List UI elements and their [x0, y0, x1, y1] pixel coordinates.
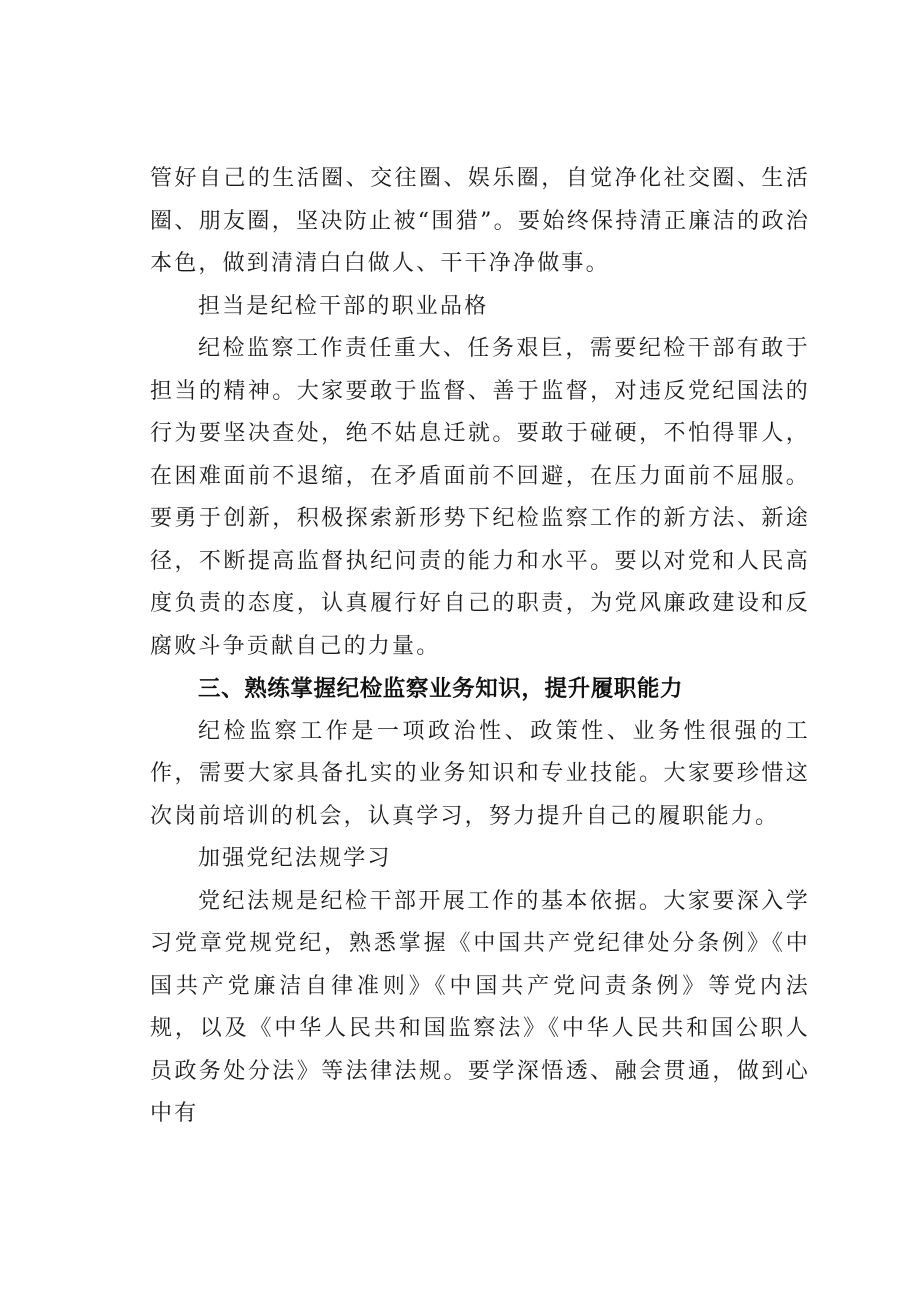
subheading-responsibility: 担当是纪检干部的职业品格 — [198, 293, 489, 319]
paragraph-regulation-study: 党纪法规是纪检干部开展工作的基本依据。大家要深入学习党章党规党纪，熟悉掌握《中国共产党纪律处分条例》《中国共产党廉洁自律准则》《中国共产党问责条例》等党内法规，以及《中华人民共和国监察法》《中华人民共和国公职人员政务处分法》等法律法规。要学深悟透、融会贯通，做到心中有 — [150, 888, 810, 1126]
paragraph-responsibility: 纪检监察工作责任重大、任务艰巨，需要纪检干部有敢于担当的精神。大家要敢于监督、善于监督，对违反党纪国法的行为要坚决查处，绝不姑息迁就。要敢于碰硬，不怕得罪人，在困难面前不退缩，在矛盾面前不回避，在压力面前不屈服。要勇于创新，积极探索新形势下纪检监察工作的新方法、新途径，不断提高监督执纪问责的能力和水平。要以对党和人民高度负责的态度，认真履行好自己的职责，为党风廉政建设和反腐败斗争贡献自己的力量。 — [150, 336, 810, 659]
document-body — [150, 158, 810, 1136]
section-heading-three: 三、熟练掌握纪检监察业务知识，提升履职能力 — [198, 676, 684, 702]
paragraph-continued: 管好自己的生活圈、交往圈、娱乐圈，自觉净化社交圈、生活圈、朋友圈，坚决防止被“围猎”。要始终保持清正廉洁的政治本色，做到清清白白做人、干干净净做事。 — [150, 166, 810, 276]
paragraph-business-knowledge: 纪检监察工作是一项政治性、政策性、业务性很强的工作，需要大家具备扎实的业务知识和专业技能。大家要珍惜这次岗前培训的机会，认真学习，努力提升自己的履职能力。 — [150, 718, 810, 829]
subheading-regulation-study: 加强党纪法规学习 — [198, 846, 392, 871]
